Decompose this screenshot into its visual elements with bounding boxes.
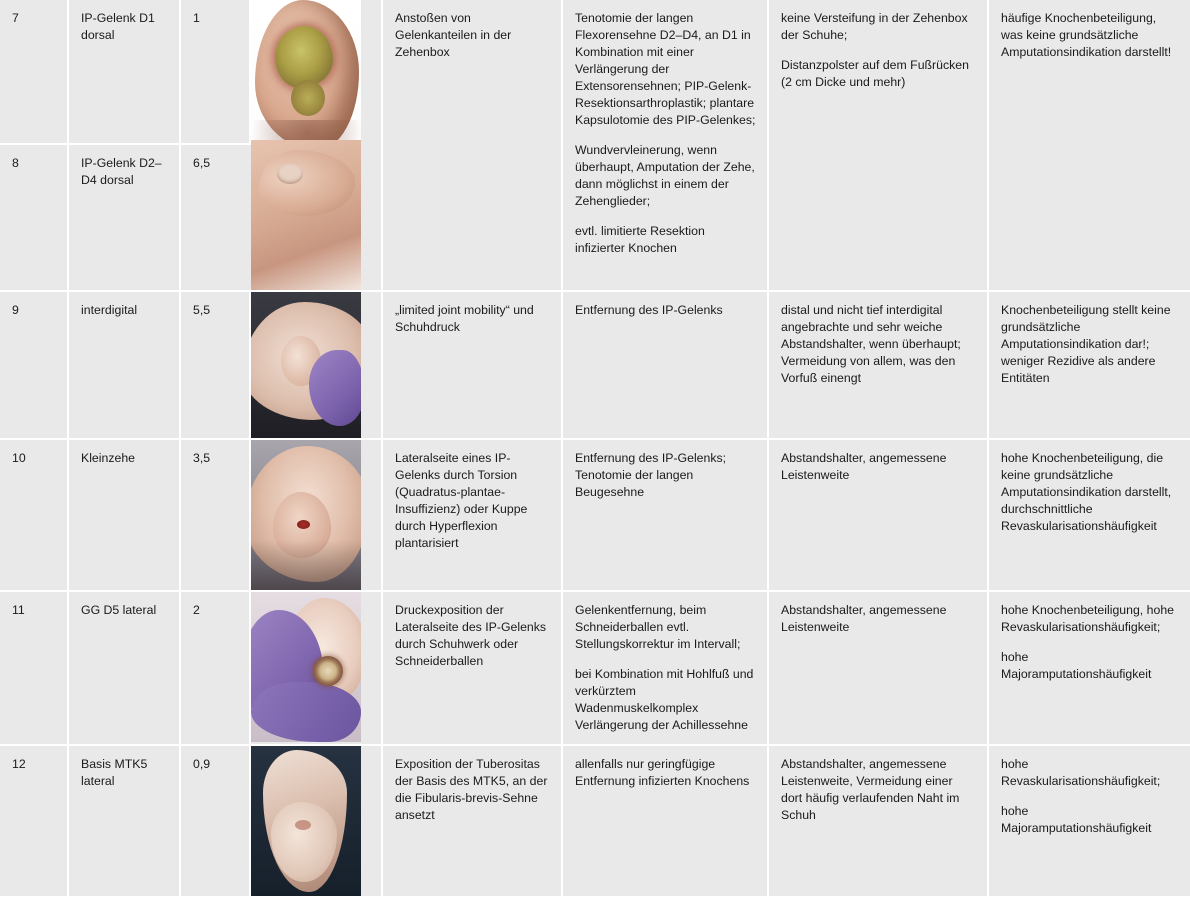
photo-basis-mtk5-lateral [251, 746, 361, 896]
row-value: 6,5 [180, 144, 250, 291]
photo-gg-d5-lateral [251, 592, 361, 742]
shoe-paragraph: Abstandshalter, angemessene Leistenweite [781, 603, 947, 634]
row-number: 12 [0, 745, 68, 897]
row-cause [382, 591, 562, 745]
shoe-paragraph: distal und nicht tief interdigital angebrachte und sehr weiche Abstandshalter, wenn überhaupt; Vermeidung von allem, was den Vorfuß einengt [781, 303, 961, 385]
surgery-paragraph: Wundvervleinerung, wenn überhaupt, Amputation der Zehe, dann möglichst in einem der Zehenglieder; [575, 142, 755, 208]
row-remarks [988, 291, 1190, 439]
shoe-paragraph: keine Versteifung in der Zehenbox der Schuhe; [781, 11, 968, 42]
row-surgery [562, 439, 768, 591]
row-remarks [988, 591, 1190, 745]
photo-interdigital-glove [251, 292, 361, 438]
cause-paragraph: Druckexposition der Lateralseite des IP-Gelenks durch Schuhwerk oder Schneiderballen [395, 603, 547, 668]
cause-paragraph: Anstoßen von Gelenkanteilen in der Zehenbox [395, 11, 512, 59]
remarks-paragraph: hohe Knochenbeteiligung, die keine grundsätzliche Amputationsindikation darstellt, durchschnittliche Revaskularisationshäufigkeit [1001, 451, 1172, 533]
surgery-paragraph: Gelenkentfernung, beim Schneiderballen evtl. Stellungskorrektur im Intervall; [575, 603, 741, 651]
row-number: 10 [0, 439, 68, 591]
row-surgery [562, 291, 768, 439]
row-remarks [988, 745, 1190, 897]
row-number: 11 [0, 591, 68, 745]
row-entity-name: Basis MTK5 lateral [68, 745, 180, 897]
surgery-paragraph: Tenotomie der langen Flexorensehne D2–D4, an D1 in Kombination mit einer Verlängerung der Extensorensehnen; PIP-Gelenk-Resektionsarthroplastik; plantare Kapsulotomie des PIP-Gelenkes; [575, 11, 756, 127]
row-remarks [988, 0, 1190, 291]
row-remarks [988, 439, 1190, 591]
cause-paragraph: „limited joint mobility“ und Schuhdruck [395, 303, 534, 334]
row-image-cell [250, 591, 382, 745]
row-entity-name: IP-Gelenk D1 dorsal [68, 0, 180, 144]
remarks-paragraph: hohe Knochenbeteiligung, hohe Revaskularisationshäufigkeit; [1001, 603, 1174, 634]
photo-toe-dorsal-ulcer [251, 0, 361, 290]
row-value: 1 [180, 0, 250, 144]
row-surgery [562, 745, 768, 897]
remarks-paragraph: häufige Knochenbeteiligung, was keine grundsätzliche Amputationsindikation darstellt! [1001, 11, 1172, 59]
row-value: 3,5 [180, 439, 250, 591]
row-surgery [562, 0, 768, 291]
row-shoe [768, 745, 988, 897]
row-image-cell [250, 439, 382, 591]
table-row [0, 0, 1190, 144]
row-number: 9 [0, 291, 68, 439]
table-row [0, 745, 1190, 897]
row-number: 7 [0, 0, 68, 144]
row-cause [382, 0, 562, 291]
row-cause [382, 745, 562, 897]
row-entity-name: interdigital [68, 291, 180, 439]
photo-little-toe-lesion [251, 440, 361, 590]
row-value: 5,5 [180, 291, 250, 439]
surgery-paragraph: bei Kombination mit Hohlfuß und verkürztem Wadenmuskelkomplex Verlängerung der Achillessehne [575, 666, 754, 732]
row-cause [382, 291, 562, 439]
row-entity-name: IP-Gelenk D2–D4 dorsal [68, 144, 180, 291]
row-number: 8 [0, 144, 68, 291]
cause-paragraph: Lateralseite eines IP-Gelenks durch Torsion (Quadratus-plantae-Insuffizienz) oder Kuppe durch Hyperflexion plantarisiert [395, 451, 528, 550]
shoe-paragraph: Abstandshalter, angemessene Leistenweite, Vermeidung einer dort häufig verlaufenden Naht im Schuh [781, 756, 960, 822]
row-shoe [768, 291, 988, 439]
row-surgery [562, 591, 768, 745]
table-row [0, 291, 1190, 439]
row-value: 2 [180, 591, 250, 745]
row-shoe [768, 0, 988, 291]
row-entity-name: GG D5 lateral [68, 591, 180, 745]
shoe-paragraph: Distanzpolster auf dem Fußrücken (2 cm Dicke und mehr) [781, 57, 969, 89]
row-shoe [768, 439, 988, 591]
remarks-paragraph: hohe Revaskularisationshäufigkeit; [1001, 756, 1161, 788]
row-entity-name: Kleinzehe [68, 439, 180, 591]
surgery-paragraph: evtl. limitierte Resektion infizierter Knochen [575, 223, 705, 255]
row-image-cell [250, 291, 382, 439]
table-row [0, 439, 1190, 591]
row-shoe [768, 591, 988, 745]
table-row [0, 591, 1190, 745]
remarks-paragraph: hohe Majoramputationshäufigkeit [1001, 649, 1152, 681]
surgery-paragraph: allenfalls nur geringfügige Entfernung infizierten Knochens [575, 756, 750, 788]
row-value: 0,9 [180, 745, 250, 897]
remarks-paragraph: hohe Majoramputationshäufigkeit [1001, 803, 1152, 835]
cause-paragraph: Exposition der Tuberositas der Basis des MTK5, an der die Fibularis-brevis-Sehne ansetzt [395, 756, 548, 822]
row-image-cell [250, 0, 382, 291]
surgery-paragraph: Entfernung des IP-Gelenks [575, 303, 723, 317]
row-cause [382, 439, 562, 591]
surgery-paragraph: Entfernung des IP-Gelenks; Tenotomie der langen Beugesehne [575, 451, 727, 499]
remarks-paragraph: Knochenbeteiligung stellt keine grundsätzliche Amputationsindikation dar!; weniger Rezidive als andere Entitäten [1001, 303, 1171, 385]
shoe-paragraph: Abstandshalter, angemessene Leistenweite [781, 451, 947, 482]
row-image-cell [250, 745, 382, 897]
